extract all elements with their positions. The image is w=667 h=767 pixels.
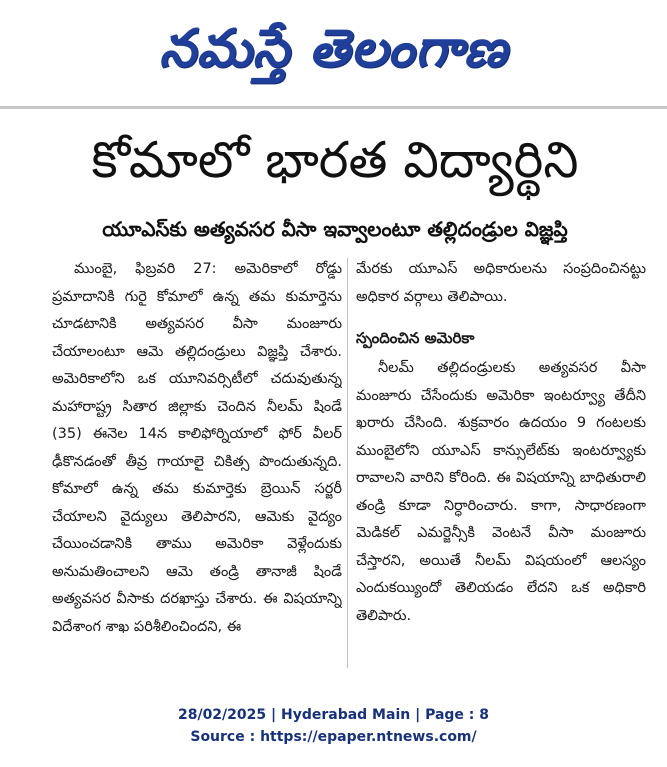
newspaper-title: నమస్తే తెలంగాణ — [159, 18, 508, 79]
article-right-column — [356, 256, 646, 676]
article-subheading: స్పందించిన అమెరికా — [356, 329, 475, 347]
column-divider — [347, 258, 348, 668]
edition-info: 28/02/2025 | Hyderabad Main | Page : 8 — [177, 707, 490, 723]
newspaper-masthead — [0, 0, 667, 100]
article-headline: కోమాలో భారత విద్యార్థిని — [91, 131, 579, 189]
article-left-column — [52, 256, 342, 676]
masthead-divider — [0, 106, 667, 109]
page-footer — [0, 704, 667, 748]
source-url: Source : https://epaper.ntnews.com/ — [190, 729, 477, 745]
article-paragraph-1: ముంబై, ఫిబ్రవరి 27: అమెరికాలో రోడ్డు ప్రమాదానికి గురై కోమాలో ఉన్న తమ కుమార్తెను చూడటానికి అత్యవసర వీసా మంజూరు చేయాలంటూ ఆమె తల్లిదండ్రులు విజ్ఞప్తి చేశారు. అమెరికాలోని ఒక యూనివర్సిటీలో చదువుతున్న మహారాష్ట్ర సితార జిల్లాకు చెందిన నీలమ్ షిండే (35) ఈనెల 14న కాలిఫోర్నియాలో ఫోర్ వీలర్ ఢీకొనడంతో తీవ్ర గాయాలై చికిత్స పొందుతున్నది. కోమాలో ఉన్న తమ కుమార్తెకు బ్రెయిన్ సర్జరీ చేయాలని వైద్యులు తెలిపారని, ఆమెకు వైద్యం చేయించడానికి తాము అమెరికా వెళ్లేందుకు అనుమతించాలని ఆమె తండ్రి తానాజీ షిండే అత్యవసర వీసాకు దరఖాస్తు చేశారు. ఈ విషయాన్ని విదేశాంగ శాఖ పరిశీలించిందని, ఈ — [52, 261, 342, 635]
article-paragraph-2: మేరకు యూఎస్ అధికారులను సంప్రదించినట్టు అధికార వర్గాలు తెలిపాయి. — [356, 261, 646, 305]
article-paragraph-3: నీలమ్ తల్లిదండ్రులకు అత్యవసర వీసా మంజూరు చేసేందుకు అమెరికా ఇంటర్వ్యూ తేదీని ఖరారు చేసింది. శుక్రవారం ఉదయం 9 గంటలకు ముంబైలోని యూఎస్ కాన్సులేట్‌కు ఇంటర్వ్యూకు రావాలని వారిని కోరింది. ఈ విషయాన్ని బాధితురాలి తండ్రి కూడా నిర్ధారించారు. కాగా, సాధారణంగా మెడికల్ ఎమర్జెన్సీకి వెంటనే వీసా మంజూరు చేస్తారని, అయితే నీలమ్ విషయంలో ఆలస్యం ఎందుకయ్యిందో తెలియడం లేదని ఒక అధికారి తెలిపారు. — [356, 360, 646, 624]
article-subheadline: యూఎస్‌కు అత్యవసర వీసా ఇవ్వాలంటూ తల్లిదండ్రుల విజ్ఞప్తి — [102, 217, 568, 241]
